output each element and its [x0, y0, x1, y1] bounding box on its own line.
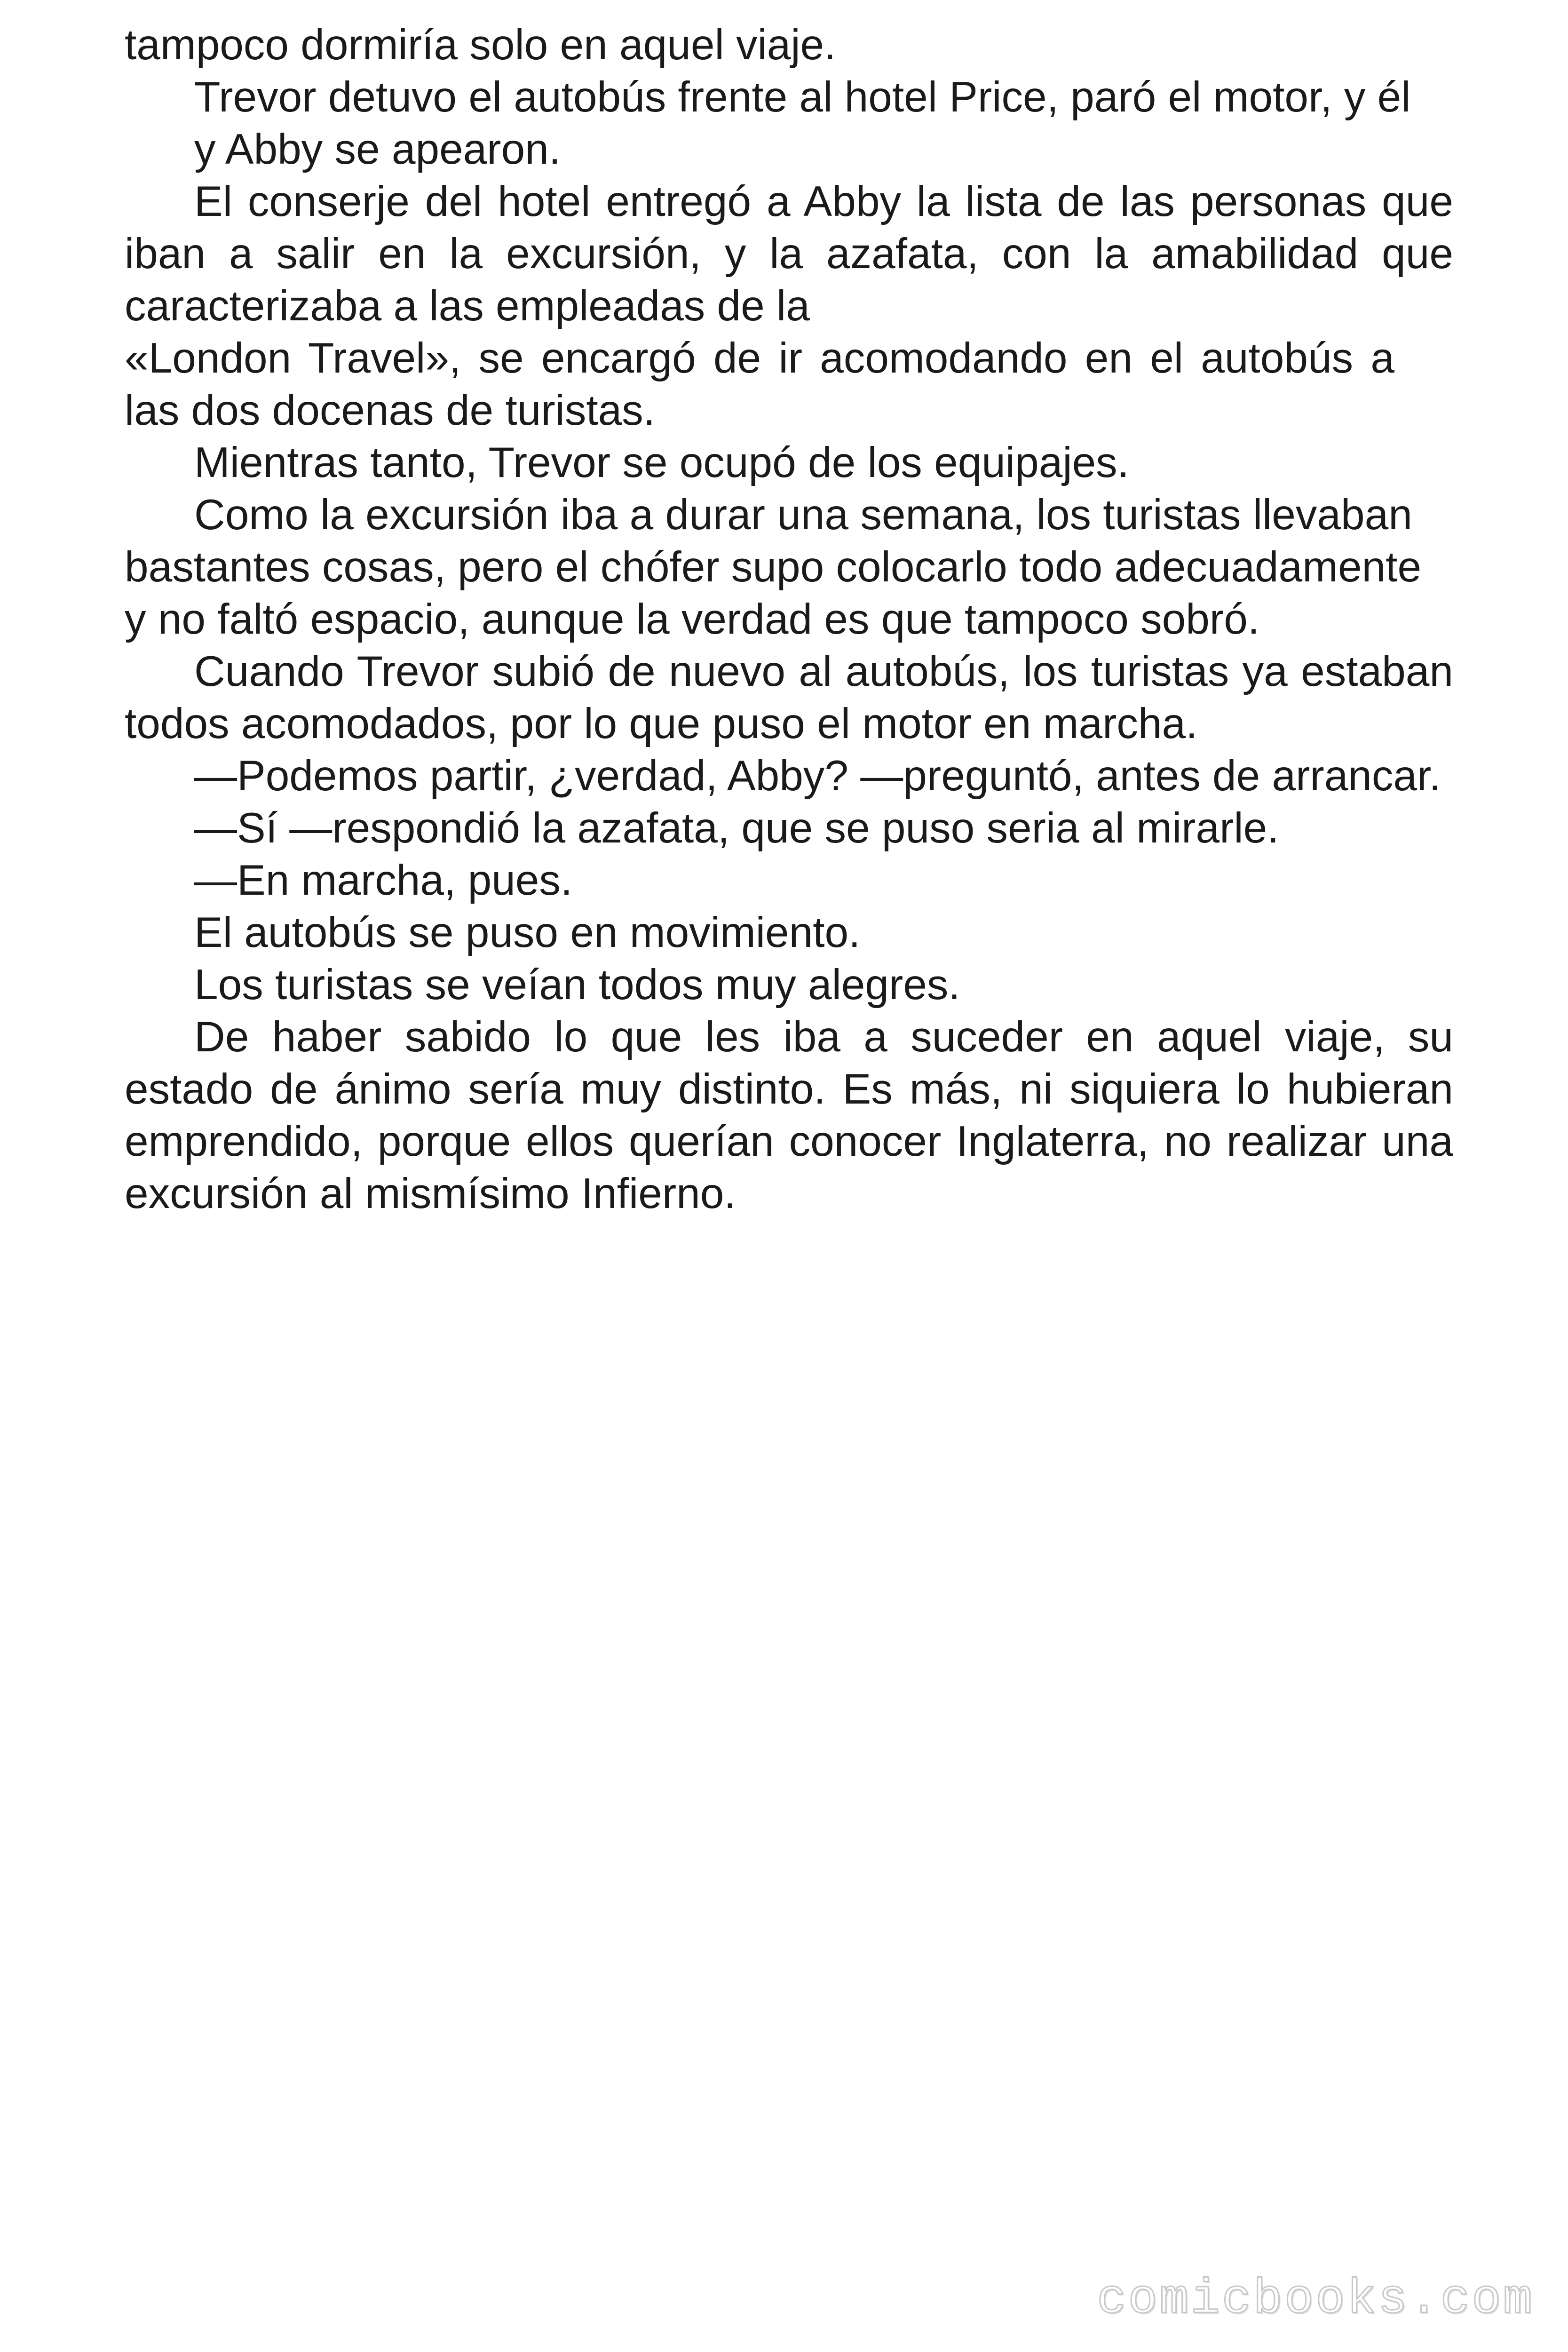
paragraph: Como la excursión iba a durar una semana, los turistas llevaban bastantes cosas, pero el chófer supo colocarlo todo adecuadamente y no faltó espacio, aunque la verdad es que tampoco sobró.	[125, 491, 1422, 643]
paragraph: Trevor detuvo el autobús frente al hotel Price, paró el motor, y él	[194, 73, 1411, 121]
paragraph: Mientras tanto, Trevor se ocupó de los equipajes.	[194, 439, 1129, 486]
dialogue-line: —En marcha, pues.	[194, 857, 573, 904]
paragraph: De haber sabido lo que les iba a suceder en aquel viaje, su estado de ánimo sería muy distinto. Es más, ni siquiera lo hubieran emprendido, porque ellos querían conocer Inglaterra, no realizar una excursión al mismísimo Infierno.	[125, 1013, 1453, 1217]
dialogue-line: —Podemos partir, ¿verdad, Abby? —preguntó, antes de arrancar.	[194, 752, 1441, 800]
watermark: comicbooks.com	[1097, 2272, 1534, 2328]
dialogue-line: —Sí —respondió la azafata, que se puso seria al mirarle.	[194, 804, 1279, 852]
paragraph: El autobús se puso en movimiento.	[194, 909, 861, 956]
paragraph: El conserje del hotel entregó a Abby la lista de las personas que iban a salir en la excursión, y la azafata, con la amabilidad que caracterizaba a las empleadas de la	[125, 178, 1453, 330]
paragraph: Cuando Trevor subió de nuevo al autobús, los turistas ya estaban todos acomodados, por lo que puso el motor en marcha.	[125, 648, 1453, 747]
paragraph-continuation: tampoco dormiría solo en aquel viaje.	[125, 21, 836, 69]
paragraph: «London Travel», se encargó de ir acomodando en el autobús a las dos docenas de turistas.	[125, 334, 1394, 434]
paragraph: y Abby se apearon.	[194, 126, 561, 173]
body-text	[125, 19, 1453, 1220]
paragraph: Los turistas se veían todos muy alegres.	[194, 961, 960, 1009]
